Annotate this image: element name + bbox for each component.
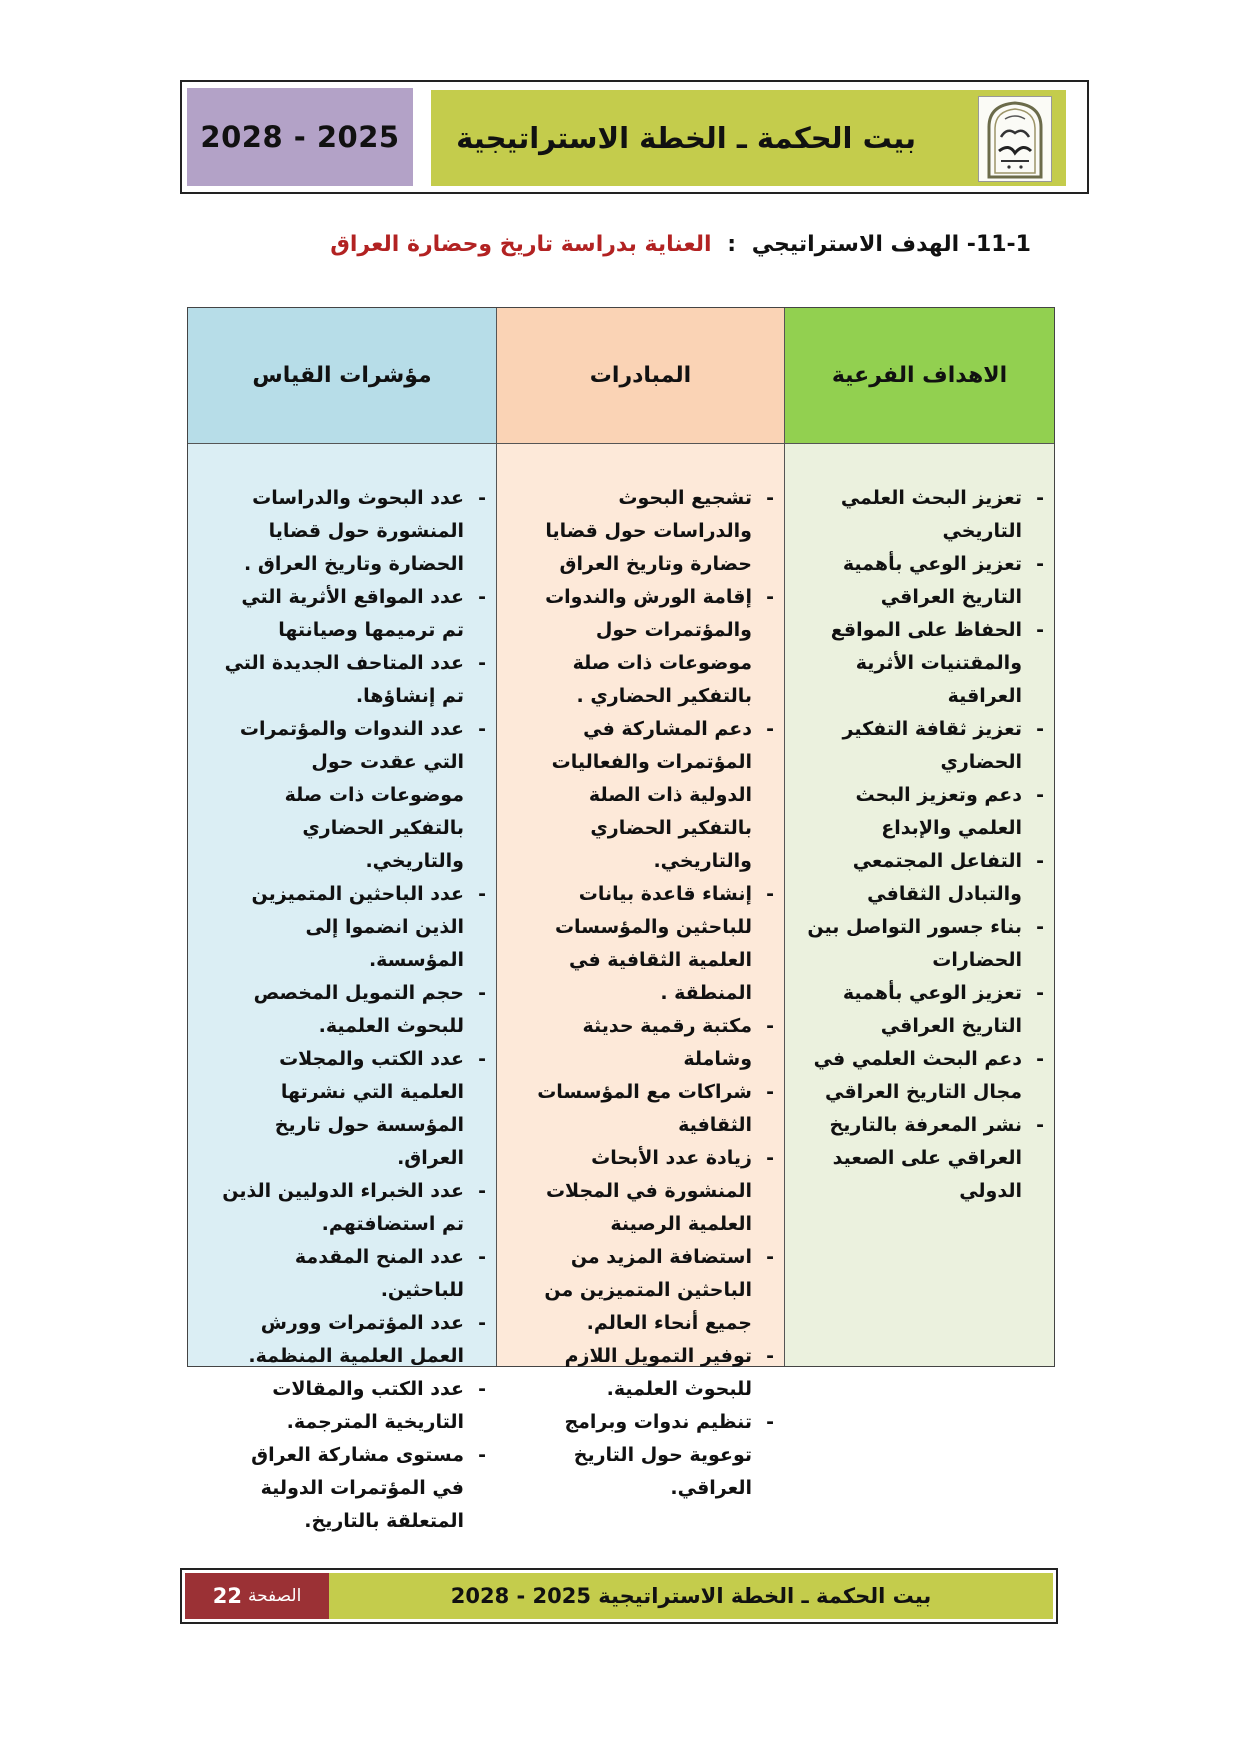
list-item — [216, 1043, 486, 1175]
bullet-dash: - — [1036, 619, 1044, 641]
list-item-text: عدد الخبراء الدوليين الذين تم استضافتهم. — [222, 1180, 464, 1235]
list-item — [804, 977, 1044, 1043]
initiatives-list — [519, 482, 774, 1505]
sub-goals-cell — [785, 444, 1054, 1366]
measures-list — [216, 482, 486, 1538]
bullet-dash: - — [478, 1048, 486, 1070]
goal-separator: : — [727, 232, 737, 257]
list-item-text: عدد المنح المقدمة للباحثين. — [294, 1246, 464, 1301]
bullet-dash: - — [1036, 553, 1044, 575]
list-item — [804, 614, 1044, 713]
list-item-text: إنشاء قاعدة بيانات للباحثين والمؤسسات العلمية الثقافية في المنطقة . — [554, 883, 752, 1004]
footer-title: بيت الحكمة ـ الخطة الاستراتيجية 2025 - 2028 — [329, 1573, 1053, 1619]
page-number-box — [185, 1573, 329, 1619]
header-years: 2028 - 2025 — [187, 88, 413, 186]
list-item-text: إقامة الورش والندوات والمؤتمرات حول موضوعات ذات صلة بالتفكير الحضاري . — [545, 586, 752, 707]
list-item-text: مستوى مشاركة العراق في المؤتمرات الدولية المتعلقة بالتاريخ. — [251, 1444, 464, 1532]
bullet-dash: - — [478, 982, 486, 1004]
list-item — [216, 1373, 486, 1439]
list-item-text: تعزيز الوعي بأهمية التاريخ العراقي — [842, 982, 1022, 1037]
list-item-text: تعزيز البحث العلمي التاريخي — [840, 487, 1022, 542]
list-item — [804, 713, 1044, 779]
bullet-dash: - — [1036, 916, 1044, 938]
list-item-text: بناء جسور التواصل بين الحضارات — [807, 916, 1022, 971]
sub-goals-column — [785, 308, 1054, 1366]
list-item — [216, 1241, 486, 1307]
list-item — [216, 482, 486, 581]
bullet-dash: - — [1036, 1114, 1044, 1136]
list-item-text: نشر المعرفة بالتاريخ العراقي على الصعيد الدولي — [829, 1114, 1022, 1202]
list-item — [804, 845, 1044, 911]
bullet-dash: - — [766, 1246, 774, 1268]
bullet-dash: - — [1036, 850, 1044, 872]
list-item — [804, 1109, 1044, 1208]
list-item-text: عدد المؤتمرات وورش العمل العلمية المنظمة. — [248, 1312, 464, 1367]
list-item — [216, 581, 486, 647]
page-number: 22 — [212, 1584, 242, 1608]
measures-column — [188, 308, 496, 1532]
list-item — [216, 878, 486, 977]
list-item-text: مكتبة رقمية حديثة وشاملة — [582, 1015, 752, 1070]
page-label: الصفحة — [247, 1586, 302, 1606]
bullet-dash: - — [478, 1378, 486, 1400]
list-item — [804, 1043, 1044, 1109]
list-item-text: تعزيز الوعي بأهمية التاريخ العراقي — [842, 553, 1022, 608]
goal-label: الهدف الاستراتيجي — [751, 232, 960, 257]
list-item-text: عدد الندوات والمؤتمرات التي عقدت حول موضوعات ذات صلة بالتفكير الحضاري والتاريخي. — [239, 718, 464, 872]
list-item — [216, 713, 486, 878]
bullet-dash: - — [1036, 718, 1044, 740]
list-item — [519, 581, 774, 713]
list-item — [519, 1406, 774, 1505]
bullet-dash: - — [1036, 487, 1044, 509]
list-item — [216, 977, 486, 1043]
header-title-bar — [431, 90, 1066, 186]
bullet-dash: - — [766, 1015, 774, 1037]
list-item — [519, 878, 774, 1010]
list-item-text: عدد المواقع الأثرية التي تم ترميمها وصيانتها — [241, 586, 464, 641]
bullet-dash: - — [766, 1147, 774, 1169]
list-item — [519, 482, 774, 581]
bullet-dash: - — [1036, 784, 1044, 806]
list-item-text: حجم التمويل المخصص للبحوث العلمية. — [253, 982, 464, 1037]
header-title: بيت الحكمة ـ الخطة الاستراتيجية — [456, 121, 916, 155]
list-item — [519, 1340, 774, 1406]
bullet-dash: - — [478, 1180, 486, 1202]
bullet-dash: - — [1036, 982, 1044, 1004]
list-item — [519, 1076, 774, 1142]
list-item-text: عدد البحوث والدراسات المنشورة حول قضايا الحضارة وتاريخ العراق . — [244, 487, 464, 575]
bullet-dash: - — [478, 1246, 486, 1268]
list-item — [519, 713, 774, 878]
bullet-dash: - — [478, 487, 486, 509]
bullet-dash: - — [478, 1444, 486, 1466]
list-item — [216, 1307, 486, 1373]
list-item-text: الحفاظ على المواقع والمقتنيات الأثرية العراقية — [830, 619, 1022, 707]
list-item — [216, 1439, 486, 1538]
sub-goals-header: الاهداف الفرعية — [785, 308, 1054, 444]
bullet-dash: - — [478, 586, 486, 608]
list-item — [519, 1241, 774, 1340]
initiatives-header: المبادرات — [497, 308, 784, 444]
initiatives-cell — [497, 444, 784, 1499]
bayt-al-hikma-logo — [978, 96, 1052, 182]
list-item-text: دعم البحث العلمي في مجال التاريخ العراقي — [813, 1048, 1022, 1103]
bullet-dash: - — [1036, 1048, 1044, 1070]
bullet-dash: - — [766, 718, 774, 740]
list-item — [216, 1175, 486, 1241]
list-item-text: استضافة المزيد من الباحثين المتميزين من جميع أنحاء العالم. — [544, 1246, 752, 1334]
bullet-dash: - — [766, 1345, 774, 1367]
list-item-text: دعم المشاركة في المؤتمرات والفعاليات الدولية ذات الصلة بالتفكير الحضاري والتاريخي. — [551, 718, 752, 872]
measures-cell — [188, 444, 496, 1532]
list-item-text: تعزيز ثقافة التفكير الحضاري — [842, 718, 1022, 773]
list-item-text: تشجيع البحوث والدراسات حول قضايا حضارة وتاريخ العراق — [545, 487, 752, 575]
goal-text: العناية بدراسة تاريخ وحضارة العراق — [330, 232, 712, 257]
list-item-text: عدد المتاحف الجديدة التي تم إنشاؤها. — [224, 652, 464, 707]
list-item-text: عدد الباحثين المتميزين الذين انضموا إلى المؤسسة. — [251, 883, 464, 971]
bullet-dash: - — [766, 586, 774, 608]
list-item-text: دعم وتعزيز البحث العلمي والإبداع — [855, 784, 1022, 839]
bullet-dash: - — [478, 1312, 486, 1334]
page-header — [180, 80, 1089, 194]
page-footer — [180, 1568, 1058, 1624]
list-item-text: زيادة عدد الأبحاث المنشورة في المجلات العلمية الرصينة — [545, 1147, 752, 1235]
list-item-text: عدد الكتب والمجلات العلمية التي نشرتها المؤسسة حول تاريخ العراق. — [274, 1048, 464, 1169]
list-item — [519, 1010, 774, 1076]
list-item — [804, 548, 1044, 614]
list-item-text: التفاعل المجتمعي والتبادل الثقافي — [852, 850, 1022, 905]
bullet-dash: - — [478, 883, 486, 905]
initiatives-column — [496, 308, 785, 1499]
list-item-text: تنظيم ندوات وبرامج توعوية حول التاريخ العراقي. — [564, 1411, 752, 1499]
list-item — [804, 911, 1044, 977]
bullet-dash: - — [766, 883, 774, 905]
goals-table — [187, 307, 1055, 1532]
bullet-dash: - — [766, 487, 774, 509]
bullet-dash: - — [766, 1411, 774, 1433]
bullet-dash: - — [478, 718, 486, 740]
measures-header: مؤشرات القياس — [188, 308, 496, 444]
list-item-text: توفير التمويل اللازم للبحوث العلمية. — [564, 1345, 752, 1400]
list-item — [216, 647, 486, 713]
sub-goals-list — [804, 482, 1044, 1208]
list-item — [519, 1142, 774, 1241]
goal-number: 11-1- — [966, 232, 1031, 257]
list-item — [804, 779, 1044, 845]
bullet-dash: - — [766, 1081, 774, 1103]
list-item-text: شراكات مع المؤسسات الثقافية — [537, 1081, 752, 1136]
strategic-goal-heading — [330, 232, 1031, 257]
bullet-dash: - — [478, 652, 486, 674]
list-item — [804, 482, 1044, 548]
list-item-text: عدد الكتب والمقالات التاريخية المترجمة. — [272, 1378, 464, 1433]
